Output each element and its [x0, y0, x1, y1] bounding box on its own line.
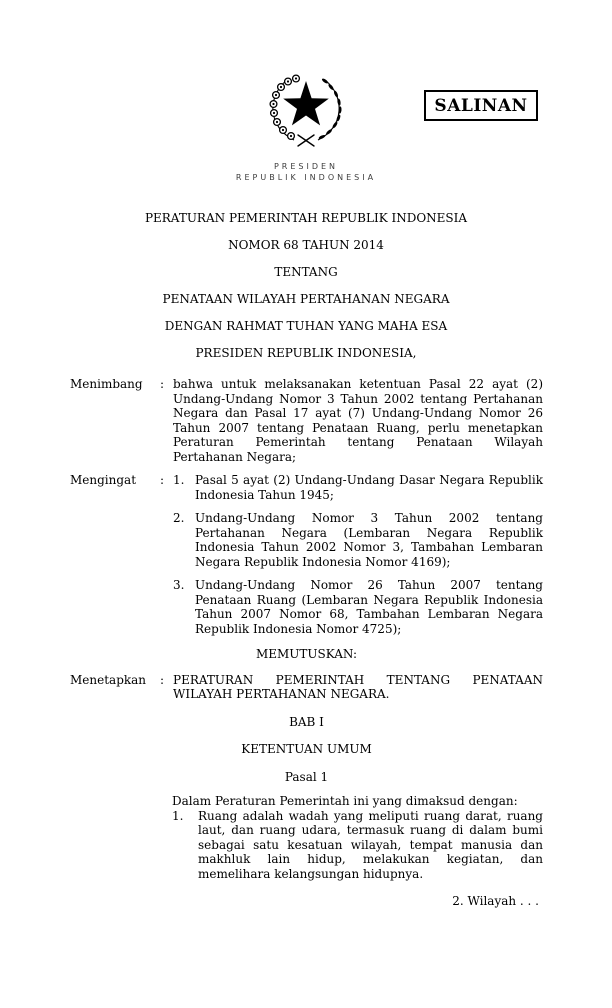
president-line: PRESIDEN REPUBLIK INDONESIA, [195, 346, 417, 360]
chapter-title: KETENTUAN UMUM [241, 742, 372, 756]
letterhead [0, 161, 612, 183]
invocation-line: DENGAN RAHMAT TUHAN YANG MAHA ESA [164, 319, 448, 333]
mengingat-item-text: Undang-Undang Nomor 26 Tahun 2007 tentang Penataan Ruang (Lembaran Negara Republik Indonesia Tahun 2007 Nomor 68, Tambahan Lembaran Negara Republik Indonesia Nomor 4725); [195, 578, 543, 636]
definition-number: 1. [172, 808, 184, 823]
mengingat-label: Mengingat [70, 473, 137, 487]
definition-item [172, 809, 543, 882]
definition-text: Ruang adalah wadah yang meliputi ruang darat, ruang laut, dan ruang udara, termasuk ruang di dalam bumi sebagai satu kesatuan wilayah, tempat manusia dan makhluk lain hidup, melakukan kegiatan, dan memelihara kelangsungan hidupnya. [198, 808, 543, 881]
mengingat-item [173, 578, 543, 636]
memutuskan-heading: MEMUTUSKAN: [255, 647, 358, 661]
regulation-number: NOMOR 68 TAHUN 2014 [228, 238, 384, 252]
mengingat-section [70, 473, 543, 636]
menetapkan-label: Menetapkan [70, 672, 147, 687]
page-catchword: 2. Wilayah . . . [452, 894, 539, 908]
mengingat-item-number: 1. [173, 473, 185, 487]
menimbang-label: Menimbang [70, 377, 143, 391]
regulation-subject: PENATAAN WILAYAH PERTAHANAN NEGARA [162, 292, 450, 306]
salinan-stamp-label: SALINAN [434, 95, 528, 116]
mengingat-item-number: 2. [173, 511, 185, 525]
chapter-heading: BAB I [289, 714, 324, 729]
mengingat-item [173, 473, 543, 502]
menimbang-text: bahwa untuk melaksanakan ketentuan Pasal 22 ayat (2) Undang-Undang Nomor 3 Tahun 2002 tentang Pertahanan Negara dan Pasal 17 ayat (7) Undang-Undang Nomor 26 Tahun 2007 tentang Penataan Ruang, perlu menetapkan Peraturan Pemerintah tentang Penataan Wilayah Pertahanan Negara; [173, 377, 543, 464]
article-content [172, 794, 543, 881]
tentang-label: TENTANG [274, 265, 338, 279]
mengingat-colon: : [160, 473, 165, 487]
menetapkan-section [70, 673, 543, 702]
menimbang-colon: : [160, 377, 165, 391]
mengingat-item-text: Pasal 5 ayat (2) Undang-Undang Dasar Negara Republik Indonesia Tahun 1945; [195, 473, 543, 502]
mengingat-item-text: Undang-Undang Nomor 3 Tahun 2002 tentang Pertahanan Negara (Lembaran Negara Republik Indonesia Tahun 2002 Nomor 3, Tambahan Lembaran Negara Republik Indonesia Nomor 4169); [195, 511, 543, 569]
article-intro: Dalam Peraturan Pemerintah ini yang dimaksud dengan: [172, 794, 518, 808]
mengingat-item-number: 3. [173, 578, 185, 592]
letterhead-republik-indonesia: REPUBLIK INDONESIA [235, 173, 377, 182]
salinan-stamp [424, 90, 538, 121]
presidential-seal-icon [256, 74, 356, 148]
letterhead-presiden: PRESIDEN [273, 162, 339, 171]
menimbang-section [70, 377, 543, 464]
regulation-title: PERATURAN PEMERINTAH REPUBLIK INDONESIA [144, 211, 468, 225]
document-body [70, 377, 543, 909]
mengingat-item [173, 511, 543, 569]
menetapkan-text: PERATURAN PEMERINTAH TENTANG PENATAAN WILAYAH PERTAHANAN NEGARA. [173, 672, 543, 701]
article-heading: Pasal 1 [284, 769, 329, 784]
title-block [0, 212, 612, 374]
menetapkan-colon: : [160, 672, 165, 687]
